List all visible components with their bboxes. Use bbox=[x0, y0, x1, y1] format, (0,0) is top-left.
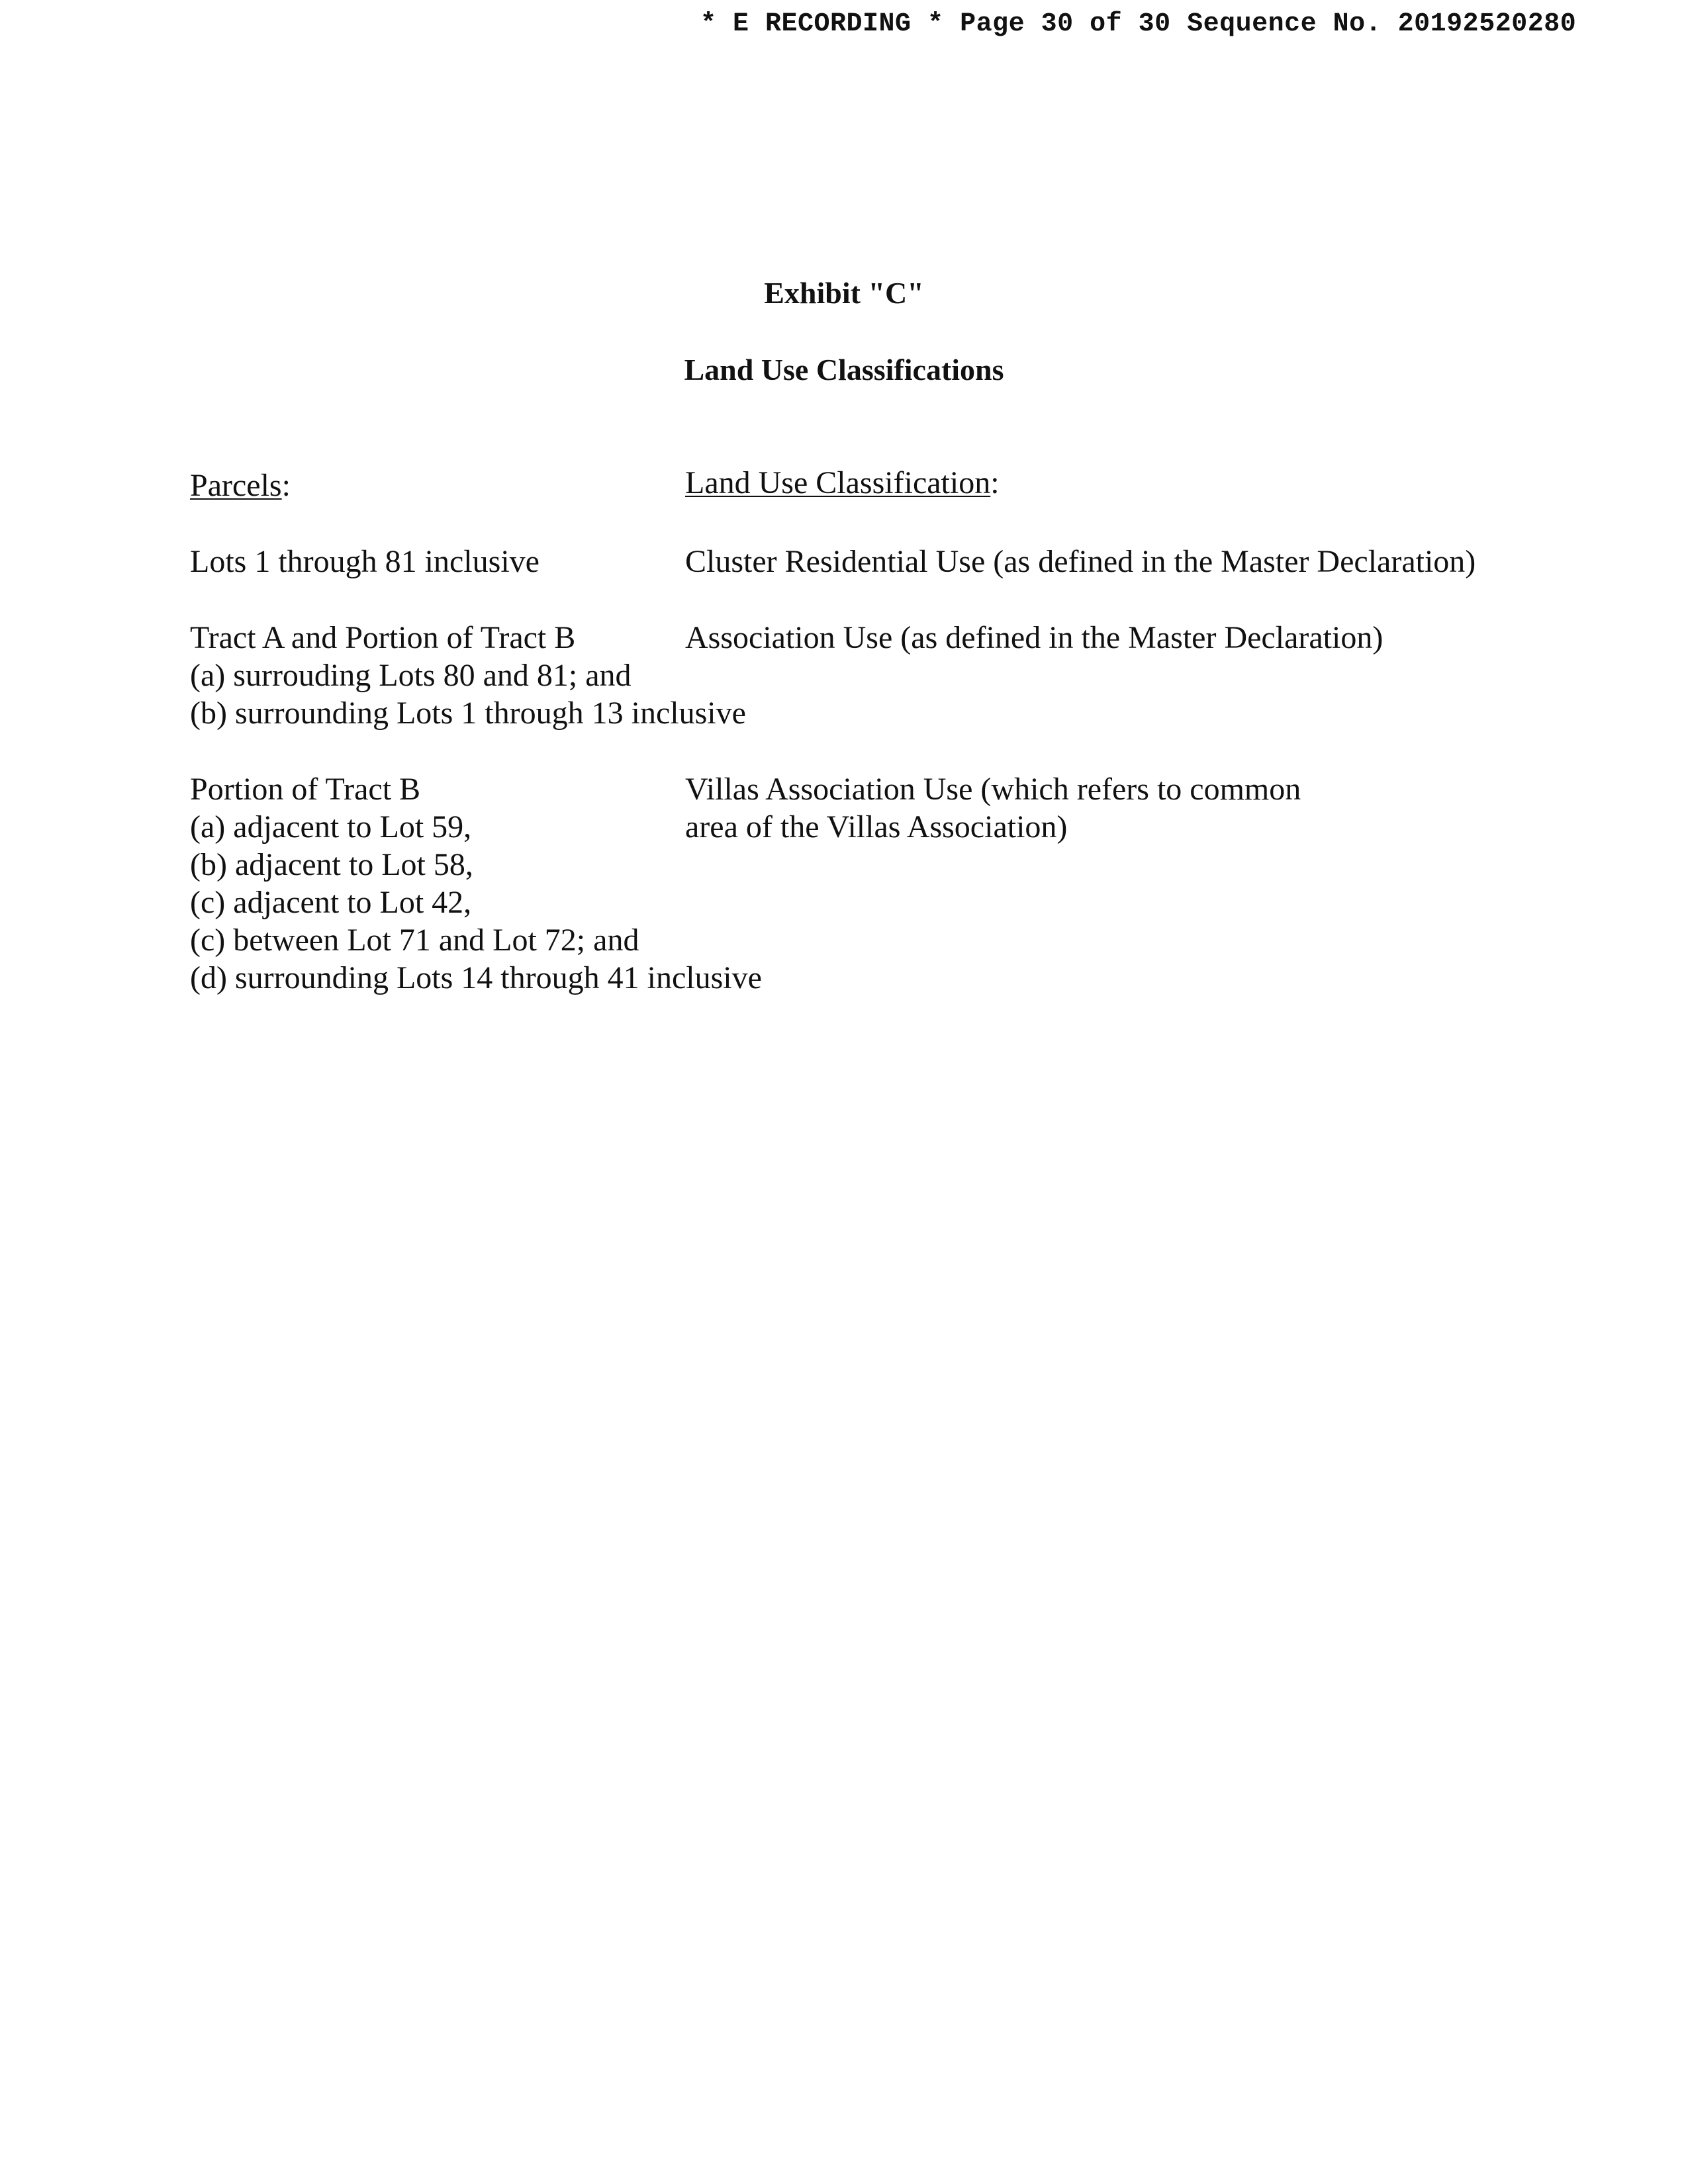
classification-line: Cluster Residential Use (as defined in the Master Declaration) bbox=[685, 544, 1476, 579]
classification-label: Land Use Classification bbox=[685, 465, 991, 500]
classification-description bbox=[685, 770, 1301, 846]
classification-description bbox=[685, 543, 1476, 580]
classification-column-heading: Land Use Classification: bbox=[685, 465, 1000, 500]
classification-line: Association Use (as defined in the Master Declaration) bbox=[685, 620, 1383, 655]
section-title: Land Use Classifications bbox=[684, 353, 1004, 387]
parcel-line: Lots 1 through 81 inclusive bbox=[190, 544, 539, 579]
parcel-line: (a) adjacent to Lot 59, bbox=[190, 809, 472, 844]
classification-description bbox=[685, 619, 1383, 657]
parcel-line: Portion of Tract B bbox=[190, 772, 421, 807]
classification-line: Villas Association Use (which refers to common bbox=[685, 772, 1301, 807]
parcel-line: (d) surrounding Lots 14 through 41 inclusive bbox=[190, 960, 762, 995]
parcel-description bbox=[190, 770, 762, 997]
parcel-line: (b) adjacent to Lot 58, bbox=[190, 847, 473, 882]
parcel-description bbox=[190, 543, 539, 580]
parcel-line: (c) adjacent to Lot 42, bbox=[190, 885, 472, 920]
classification-line: area of the Villas Association) bbox=[685, 809, 1068, 844]
parcel-description bbox=[190, 619, 746, 732]
recording-stamp: * E RECORDING * Page 30 of 30 Sequence No. 20192520280 bbox=[700, 9, 1577, 39]
parcel-line: (b) surrounding Lots 1 through 13 inclusive bbox=[190, 696, 746, 731]
exhibit-title: Exhibit "C" bbox=[764, 276, 924, 310]
parcels-column-heading: Parcels: bbox=[190, 468, 291, 503]
parcels-label: Parcels bbox=[190, 468, 282, 503]
parcel-line: (c) between Lot 71 and Lot 72; and bbox=[190, 923, 639, 958]
parcel-line: (a) surrouding Lots 80 and 81; and bbox=[190, 658, 632, 693]
parcel-line: Tract A and Portion of Tract B bbox=[190, 620, 576, 655]
